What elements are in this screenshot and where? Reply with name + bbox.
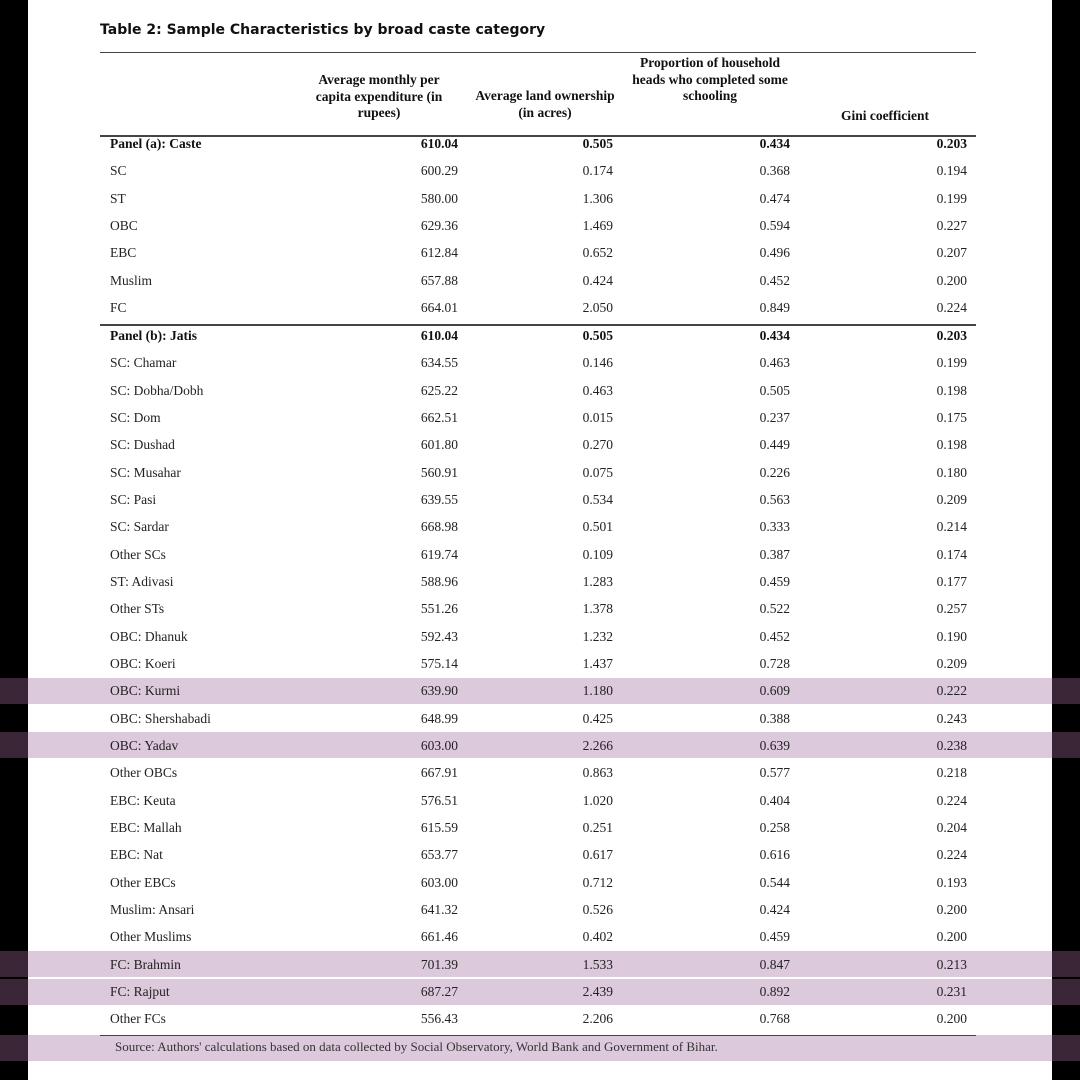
table-row — [100, 596, 976, 622]
gini-cell: 0.203 — [936, 136, 967, 151]
schooling-cell: 0.609 — [759, 683, 790, 699]
table-row — [100, 897, 976, 923]
row-label: Muslim: Ansari — [110, 901, 195, 917]
expenditure-cell: 648.99 — [420, 710, 458, 726]
land-cell: 0.526 — [582, 901, 613, 917]
expenditure-cell: 619.74 — [420, 546, 458, 562]
schooling-cell: 0.388 — [759, 710, 790, 726]
table-row — [100, 186, 976, 212]
land-cell: 0.505 — [582, 136, 613, 151]
table-row — [100, 760, 976, 786]
gini-cell: 0.209 — [936, 655, 967, 671]
land-cell: 1.020 — [582, 792, 613, 808]
land-cell: 0.505 — [582, 328, 613, 343]
schooling-cell: 0.474 — [759, 190, 790, 206]
land-cell: 0.712 — [582, 874, 613, 890]
header-expenditure: Average monthly per capita expenditure (in rupees) — [315, 72, 443, 120]
land-cell: 1.437 — [582, 655, 613, 671]
land-cell: 2.439 — [582, 983, 613, 999]
gini-cell: 0.224 — [936, 299, 967, 315]
gini-cell: 0.198 — [936, 382, 967, 398]
schooling-cell: 0.577 — [759, 765, 790, 781]
land-cell: 0.270 — [582, 437, 613, 453]
gini-cell: 0.174 — [936, 546, 967, 562]
table-row — [100, 514, 976, 540]
gini-cell: 0.204 — [936, 819, 967, 835]
schooling-cell: 0.452 — [759, 272, 790, 288]
gini-cell: 0.214 — [936, 519, 967, 535]
row-label: SC: Sardar — [110, 519, 169, 535]
schooling-cell: 0.505 — [759, 382, 790, 398]
gini-cell: 0.218 — [936, 765, 967, 781]
row-label: Other STs — [110, 601, 165, 617]
gini-cell: 0.180 — [936, 464, 967, 480]
gini-cell: 0.203 — [936, 328, 967, 343]
schooling-cell: 0.459 — [759, 573, 790, 589]
land-cell: 0.174 — [582, 163, 613, 179]
expenditure-cell: 641.32 — [420, 901, 458, 917]
schooling-cell: 0.449 — [759, 437, 790, 453]
land-cell: 1.306 — [582, 190, 613, 206]
land-cell: 0.617 — [582, 847, 613, 863]
land-cell: 0.652 — [582, 245, 613, 261]
table-row — [100, 678, 976, 704]
schooling-cell: 0.424 — [759, 901, 790, 917]
expenditure-cell: 615.59 — [420, 819, 458, 835]
expenditure-cell: 576.51 — [420, 792, 458, 808]
schooling-cell: 0.387 — [759, 546, 790, 562]
expenditure-cell: 639.55 — [420, 491, 458, 507]
table-row — [100, 842, 976, 868]
schooling-cell: 0.594 — [759, 217, 790, 233]
expenditure-cell: 629.36 — [420, 217, 458, 233]
schooling-cell: 0.452 — [759, 628, 790, 644]
gini-cell: 0.207 — [936, 245, 967, 261]
source-note: Source: Authors' calculations based on data collected by Social Observatory, World Bank and Government of Bihar. — [115, 1039, 718, 1054]
row-label: OBC: Yadav — [110, 737, 179, 753]
top-rule — [100, 52, 976, 53]
row-label: EBC: Mallah — [110, 819, 182, 835]
expenditure-cell: 701.39 — [420, 956, 458, 972]
gini-cell: 0.227 — [936, 217, 967, 233]
schooling-cell: 0.434 — [759, 328, 790, 343]
row-label: Other Muslims — [110, 929, 192, 945]
gini-cell: 0.209 — [936, 491, 967, 507]
land-cell: 0.146 — [582, 355, 613, 371]
header-land: Average land ownership (in acres) — [475, 88, 615, 120]
table-row — [100, 733, 976, 759]
table-row — [100, 924, 976, 950]
table-row — [100, 158, 976, 184]
gini-cell: 0.200 — [936, 272, 967, 288]
expenditure-cell: 560.91 — [420, 464, 458, 480]
table-row — [100, 569, 976, 595]
schooling-cell: 0.237 — [759, 409, 790, 425]
table-row — [100, 378, 976, 404]
schooling-cell: 0.463 — [759, 355, 790, 371]
land-cell: 0.501 — [582, 519, 613, 535]
schooling-cell: 0.459 — [759, 929, 790, 945]
expenditure-cell: 639.90 — [420, 683, 458, 699]
row-label: FC — [110, 299, 127, 315]
land-cell: 1.232 — [582, 628, 613, 644]
schooling-cell: 0.616 — [759, 847, 790, 863]
expenditure-cell: 610.04 — [420, 136, 458, 151]
expenditure-cell: 601.80 — [420, 437, 458, 453]
table-row — [100, 624, 976, 650]
schooling-cell: 0.258 — [759, 819, 790, 835]
row-label: ST: Adivasi — [110, 573, 174, 589]
expenditure-cell: 551.26 — [420, 601, 458, 617]
expenditure-cell: 556.43 — [420, 1011, 458, 1027]
bottom-rule — [100, 1035, 976, 1036]
row-label: SC: Musahar — [110, 464, 181, 480]
schooling-cell: 0.728 — [759, 655, 790, 671]
schooling-cell: 0.849 — [759, 299, 790, 315]
land-cell: 1.533 — [582, 956, 613, 972]
land-cell: 1.469 — [582, 217, 613, 233]
gini-cell: 0.194 — [936, 163, 967, 179]
schooling-cell: 0.226 — [759, 464, 790, 480]
table-row — [100, 487, 976, 513]
schooling-cell: 0.522 — [759, 601, 790, 617]
gini-cell: 0.200 — [936, 929, 967, 945]
row-label: Other EBCs — [110, 874, 176, 890]
row-label: Other FCs — [110, 1011, 166, 1027]
gini-cell: 0.193 — [936, 874, 967, 890]
row-label: ST — [110, 190, 126, 206]
gini-cell: 0.238 — [936, 737, 967, 753]
land-cell: 2.266 — [582, 737, 613, 753]
schooling-cell: 0.496 — [759, 245, 790, 261]
schooling-cell: 0.847 — [759, 956, 790, 972]
row-label: FC: Rajput — [110, 983, 170, 999]
table-row — [100, 788, 976, 814]
row-label: EBC: Keuta — [110, 792, 176, 808]
expenditure-cell: 603.00 — [420, 874, 458, 890]
table-row — [100, 268, 976, 294]
land-cell: 0.075 — [582, 464, 613, 480]
land-cell: 0.015 — [582, 409, 613, 425]
expenditure-cell: 612.84 — [420, 245, 458, 261]
header-schooling: Proportion of household heads who completed some schooling — [632, 55, 788, 103]
schooling-cell: 0.368 — [759, 163, 790, 179]
gini-cell: 0.198 — [936, 437, 967, 453]
gini-cell: 0.200 — [936, 901, 967, 917]
land-cell: 1.378 — [582, 601, 613, 617]
row-label: OBC — [110, 217, 138, 233]
expenditure-cell: 634.55 — [420, 355, 458, 371]
gini-cell: 0.175 — [936, 409, 967, 425]
table-row — [100, 432, 976, 458]
expenditure-cell: 592.43 — [420, 628, 458, 644]
gini-cell: 0.213 — [936, 956, 967, 972]
row-label: SC: Dobha/Dobh — [110, 382, 204, 398]
land-cell: 0.425 — [582, 710, 613, 726]
row-label: OBC: Kurmi — [110, 683, 181, 699]
gini-cell: 0.224 — [936, 792, 967, 808]
table-row — [100, 350, 976, 376]
land-cell: 1.180 — [582, 683, 613, 699]
row-label: Other OBCs — [110, 765, 178, 781]
expenditure-cell: 668.98 — [420, 519, 458, 535]
row-label: SC: Pasi — [110, 491, 157, 507]
row-label: Muslim — [110, 272, 153, 288]
schooling-cell: 0.434 — [759, 136, 790, 151]
expenditure-cell: 603.00 — [420, 737, 458, 753]
table-row — [100, 295, 976, 321]
row-label: SC: Dushad — [110, 437, 175, 453]
land-cell: 0.863 — [582, 765, 613, 781]
row-label: EBC: Nat — [110, 847, 163, 863]
schooling-cell: 0.639 — [759, 737, 790, 753]
expenditure-cell: 687.27 — [420, 983, 458, 999]
table-row — [100, 706, 976, 732]
table-row — [100, 460, 976, 486]
row-label: Panel (a): Caste — [110, 136, 202, 151]
schooling-cell: 0.892 — [759, 983, 790, 999]
expenditure-cell: 667.91 — [420, 765, 458, 781]
gini-cell: 0.199 — [936, 190, 967, 206]
land-cell: 0.251 — [582, 819, 613, 835]
expenditure-cell: 625.22 — [420, 382, 458, 398]
schooling-cell: 0.333 — [759, 519, 790, 535]
gini-cell: 0.243 — [936, 710, 967, 726]
schooling-cell: 0.404 — [759, 792, 790, 808]
row-label: SC — [110, 163, 127, 179]
schooling-cell: 0.563 — [759, 491, 790, 507]
row-label: EBC — [110, 245, 137, 261]
expenditure-cell: 657.88 — [420, 272, 458, 288]
expenditure-cell: 662.51 — [420, 409, 458, 425]
table-row — [100, 815, 976, 841]
gini-cell: 0.257 — [936, 601, 967, 617]
land-cell: 1.283 — [582, 573, 613, 589]
row-label: Panel (b): Jatis — [110, 328, 197, 343]
expenditure-cell: 653.77 — [420, 847, 458, 863]
header-gini: Gini coefficient — [840, 108, 930, 123]
gini-cell: 0.222 — [936, 683, 967, 699]
expenditure-cell: 610.04 — [420, 328, 458, 343]
land-cell: 0.402 — [582, 929, 613, 945]
gini-cell: 0.199 — [936, 355, 967, 371]
land-cell: 2.050 — [582, 299, 613, 315]
table-row — [100, 1006, 976, 1032]
table-title: Table 2: Sample Characteristics by broad caste category — [100, 22, 546, 38]
gini-cell: 0.200 — [936, 1011, 967, 1027]
table-row — [100, 952, 976, 978]
row-label: OBC: Shershabadi — [110, 710, 211, 726]
table-row — [100, 979, 976, 1005]
table-row — [100, 240, 976, 266]
panel-header-row — [100, 131, 976, 157]
row-label: SC: Dom — [110, 409, 161, 425]
row-label: FC: Brahmin — [110, 956, 181, 972]
schooling-cell: 0.768 — [759, 1011, 790, 1027]
table-row — [100, 870, 976, 896]
gini-cell: 0.224 — [936, 847, 967, 863]
table-row — [100, 213, 976, 239]
table-row — [100, 405, 976, 431]
row-label: OBC: Koeri — [110, 655, 176, 671]
gini-cell: 0.231 — [936, 983, 967, 999]
land-cell: 0.109 — [582, 546, 613, 562]
gini-cell: 0.177 — [936, 573, 967, 589]
expenditure-cell: 588.96 — [420, 573, 458, 589]
schooling-cell: 0.544 — [759, 874, 790, 890]
expenditure-cell: 600.29 — [420, 163, 458, 179]
row-label: OBC: Dhanuk — [110, 628, 188, 644]
land-cell: 2.206 — [582, 1011, 613, 1027]
land-cell: 0.534 — [582, 491, 613, 507]
row-label: SC: Chamar — [110, 355, 177, 371]
land-cell: 0.463 — [582, 382, 613, 398]
panel-header-row — [100, 323, 976, 349]
gini-cell: 0.190 — [936, 628, 967, 644]
expenditure-cell: 575.14 — [420, 655, 458, 671]
expenditure-cell: 664.01 — [420, 299, 458, 315]
row-label: Other SCs — [110, 546, 166, 562]
table-row — [100, 542, 976, 568]
expenditure-cell: 580.00 — [420, 190, 458, 206]
table-row — [100, 651, 976, 677]
expenditure-cell: 661.46 — [420, 929, 458, 945]
land-cell: 0.424 — [582, 272, 613, 288]
